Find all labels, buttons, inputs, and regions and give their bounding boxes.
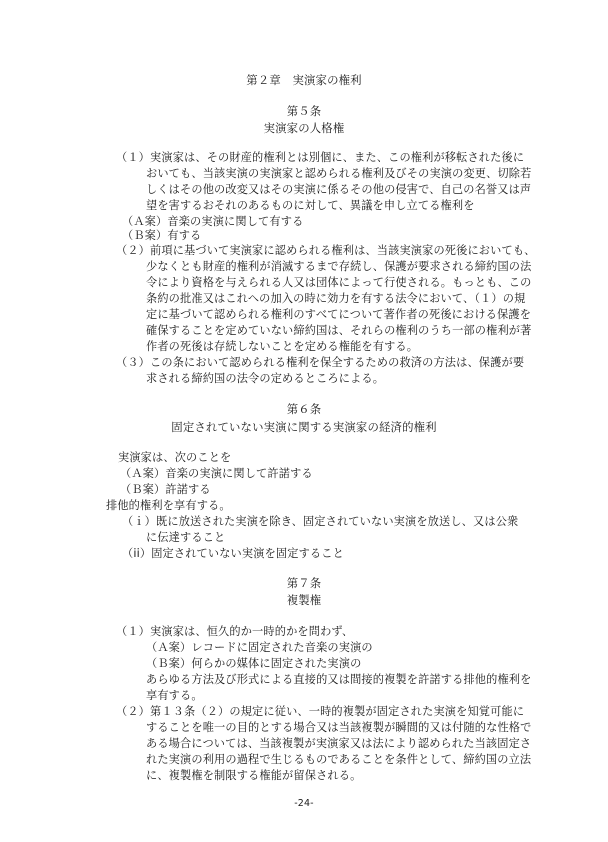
article-6-option-b: （Ｂ案）許諾する xyxy=(120,483,211,496)
article-5-option-b: （Ｂ案）有する xyxy=(122,229,202,242)
article-5-para-1: （１）実演家は、その財産的権利とは別個に、また、この権利が移転された後に xyxy=(116,151,525,164)
article-5-number: 第５条 xyxy=(286,104,322,118)
page-number: -24- xyxy=(294,798,314,809)
article-5-para-1: しくはその他の改変又はその実演に係るその他の侵害で、自己の名誉又は声 xyxy=(146,183,532,196)
article-5-para-1: おいても、当該実演の実演家と認められる権利及びその実演の変更、切除若 xyxy=(146,167,532,180)
article-5-para-2: （２）前項に基づいて実演家に認められる権利は、当該実演家の死後においても、 xyxy=(116,244,536,257)
article-5-para-2: 確保することを定めていない締約国は、それらの権利のうち一部の権利が著 xyxy=(146,324,532,337)
chapter-title: 第２章 実演家の権利 xyxy=(246,73,362,87)
article-7-para-2: れた実演の利用の過程で生じるものであることを条件として、締約国の立法 xyxy=(146,753,532,766)
article-7-para-2: ある場合については、当該複製が実演家又は法により認められた当該固定さ xyxy=(146,737,532,750)
article-6-clause: 排他的権利を享有する。 xyxy=(106,499,231,512)
article-6-item-ii: （ii）固定されていない実演を固定すること xyxy=(122,547,344,560)
article-6-option-a: （Ａ案）音楽の実演に関して許諾する xyxy=(120,467,313,480)
article-7-option-b: （Ｂ案）何らかの媒体に固定された実演の xyxy=(146,657,362,670)
article-5-para-2: 作者の死後は存続しないことを定める権能を有する。 xyxy=(146,340,419,353)
article-7-para-1: 享有する。 xyxy=(146,689,203,702)
article-7-para-2: することを唯一の目的とする場合又は当該複製が瞬間的又は付随的な性格で xyxy=(146,721,532,734)
article-6-item-i: に伝達すること xyxy=(146,531,226,544)
article-7-option-a: （Ａ案）レコードに固定された音楽の実演の xyxy=(146,641,373,654)
article-6-title: 固定されていない実演に関する実演家の経済的権利 xyxy=(171,420,437,434)
article-5-para-1: 望を害するおそれのあるものに対して、異議を申し立てる権利を xyxy=(146,199,475,212)
article-6-lead: 実演家は、次のことを xyxy=(118,451,232,464)
article-6-item-i: （ｉ）既に放送された実演を除き、固定されていない実演を放送し、又は公衆 xyxy=(122,515,519,528)
article-5-para-2: 令により資格を与えられる人又は団体によって行使される。もっとも、この xyxy=(146,276,532,289)
article-7-para-2: （２）第１３条（２）の規定に従い、一時的複製が固定された実演を知覚可能に xyxy=(116,705,525,718)
article-6-number: 第６条 xyxy=(286,402,322,416)
article-7-para-1: あらゆる方法及び形式による直接的又は間接的複製を許諾する排他的権利を xyxy=(146,673,532,686)
article-7-para-1: （１）実演家は、恒久的か一時的かを問わず、 xyxy=(116,625,354,638)
article-5-para-3: 求される締約国の法令の定めるところによる。 xyxy=(146,372,385,385)
article-5-para-2: 条約の批准又はこれへの加入の時に効力を有する法令において、（１）の規 xyxy=(146,292,526,305)
article-7-number: 第７条 xyxy=(286,576,322,590)
article-5-title: 実演家の人格権 xyxy=(263,121,345,135)
article-7-title: 複製権 xyxy=(286,593,322,607)
article-5-para-2: 定に基づいて認められる権利のすべてについて著作者の死後における保護を xyxy=(146,308,532,321)
article-7-para-2: に、複製権を制限する権能が留保される。 xyxy=(146,769,362,782)
article-5-para-3: （３）この条において認められる権利を保全するための救済の方法は、保護が要 xyxy=(116,356,525,369)
article-5-option-a: （Ａ案）音楽の実演に関して有する xyxy=(122,215,304,228)
article-5-para-2: 少なくとも財産的権利が消滅するまで存続し、保護が要求される締約国の法 xyxy=(146,260,532,273)
